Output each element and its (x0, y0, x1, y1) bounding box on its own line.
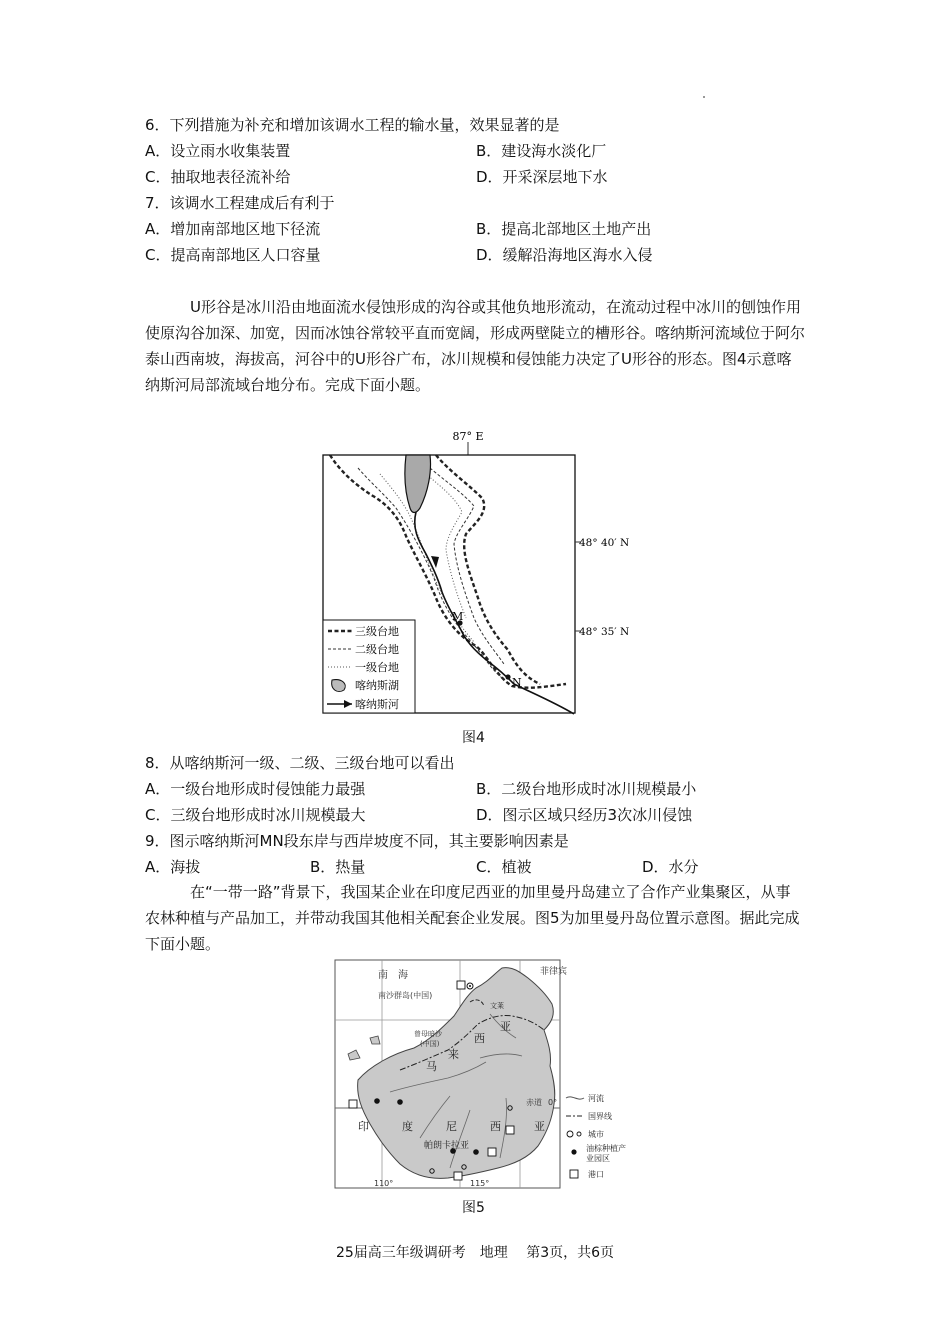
figure-5-map (330, 958, 630, 1194)
fig5-indonesia-char-5: 亚 (534, 1120, 545, 1133)
fig5-legend-palm: 油棕种植产业园区 (586, 1144, 626, 1163)
fig5-legend-border: 国界线 (588, 1112, 612, 1121)
q6-option-b: B．建设海水淡化厂 (476, 142, 607, 160)
fig5-malaysia-char-1: 马 (426, 1060, 437, 1073)
q8-option-b: B．二级台地形成时冰川规模最小 (476, 780, 697, 798)
q9-option-b: B．热量 (310, 858, 366, 876)
fig4-legend-2: 二级台地 (355, 643, 399, 656)
figure-5-caption: 图5 (462, 1200, 485, 1216)
fig4-lat-label-1: 48° 40′ N (579, 537, 630, 549)
fig4-legend-4: 喀纳斯湖 (355, 679, 399, 692)
fig5-malaysia-char-3: 西 (474, 1032, 485, 1045)
q9-option-a: A．海拔 (145, 858, 201, 876)
fig4-legend-1: 三级台地 (355, 625, 399, 638)
fig5-indonesia-char-4: 西 (490, 1120, 501, 1133)
fig4-point-n: N (512, 676, 522, 689)
fig4-legend-5: 喀纳斯河 (355, 698, 399, 711)
fig5-legend-port: 港口 (588, 1170, 604, 1179)
fig5-malaysia-char-4: 亚 (500, 1020, 511, 1033)
q8-option-a: A．一级台地形成时侵蚀能力最强 (145, 780, 366, 798)
scan-speck (703, 96, 705, 98)
q9-option-d: D．水分 (642, 858, 699, 876)
q8-stem: 8．从喀纳斯河一级、二级、三级台地可以看出 (145, 754, 455, 772)
q6-stem: 6．下列措施为补充和增加该调水工程的输水量，效果显著的是 (145, 116, 560, 134)
figure-4-caption: 图4 (462, 730, 485, 746)
q8-option-d: D．图示区域只经历3次冰川侵蚀 (476, 806, 693, 824)
q8-option-c: C．三级台地形成时冰川规模最大 (145, 806, 366, 824)
fig5-legend-city: 城市 (588, 1130, 604, 1139)
fig5-indonesia-char-3: 尼 (446, 1120, 457, 1133)
fig5-deg110-label: 110° (374, 1179, 394, 1188)
fig4-lat-label-2: 48° 35′ N (579, 626, 630, 638)
q7-option-b: B．提高北部地区土地产出 (476, 220, 652, 238)
q7-option-c: C．提高南部地区人口容量 (145, 246, 321, 264)
passage-u-valley: U形谷是冰川沿由地面流水侵蚀形成的沟谷或其他负地形流动，在流动过程中冰川的刨蚀作用使原沟谷加深、加宽，因而冰蚀谷常较平直而宽阔，形成两壁陡立的槽形谷。喀纳斯河流域位于阿尔泰山西南坡，海拔高，河谷中的U形谷广布，冰川规模和侵蚀能力决定了U形谷的形态。图4示意喀纳斯河局部流域台地分布。完成下面小题。 (145, 298, 806, 394)
fig5-equator-label: 赤道 (526, 1098, 542, 1107)
q9-stem: 9．图示喀纳斯河MN段东岸与西岸坡度不同，其主要影响因素是 (145, 832, 569, 850)
fig5-zengmu-label-1: 曾母暗沙 (414, 1030, 442, 1038)
figure-4-map (318, 428, 630, 720)
fig5-palangkaraya-label: 帕朗卡拉亚 (424, 1141, 470, 1151)
q7-option-a: A．增加南部地区地下径流 (145, 220, 321, 238)
fig4-point-m: M (452, 610, 464, 623)
fig5-deg0-label: 0° (548, 1098, 558, 1107)
q6-option-d: D．开采深层地下水 (476, 168, 608, 186)
fig5-malaysia-char-2: 来 (448, 1048, 459, 1061)
fig5-nansha-label: 南沙群岛(中国) (378, 991, 433, 1000)
q7-stem: 7．该调水工程建成后有利于 (145, 194, 335, 212)
q9-option-c: C．植被 (476, 858, 532, 876)
fig5-zengmu-label-2: (中国) (420, 1040, 440, 1048)
fig4-lon-label: 87° E (452, 430, 484, 443)
page-footer: 25届高三年级调研考 地理 第3页，共6页 (335, 1245, 615, 1261)
fig5-deg115-label: 115° (470, 1179, 490, 1188)
fig5-indonesia-char-2: 度 (402, 1120, 413, 1133)
fig5-philippines-label: 菲律宾 (540, 967, 568, 977)
q6-option-a: A．设立雨水收集装置 (145, 142, 291, 160)
fig4-legend-3: 一级台地 (355, 661, 399, 674)
q6-option-c: C．抽取地表径流补给 (145, 168, 291, 186)
fig5-brunei-label: 文莱 (490, 1002, 504, 1010)
q7-option-d: D．缓解沿海地区海水入侵 (476, 246, 653, 264)
fig5-indonesia-char-1: 印 (358, 1120, 369, 1133)
fig5-legend-river: 河流 (588, 1094, 604, 1103)
fig5-sea-label: 南 海 (378, 970, 408, 981)
passage-belt-road: 在“一带一路”背景下，我国某企业在印度尼西亚的加里曼丹岛建立了合作产业集聚区，从事农林种植与产品加工，并带动我国其他相关配套企业发展。图5为加里曼丹岛位置示意图。据此完成下面小题。 (145, 883, 800, 953)
